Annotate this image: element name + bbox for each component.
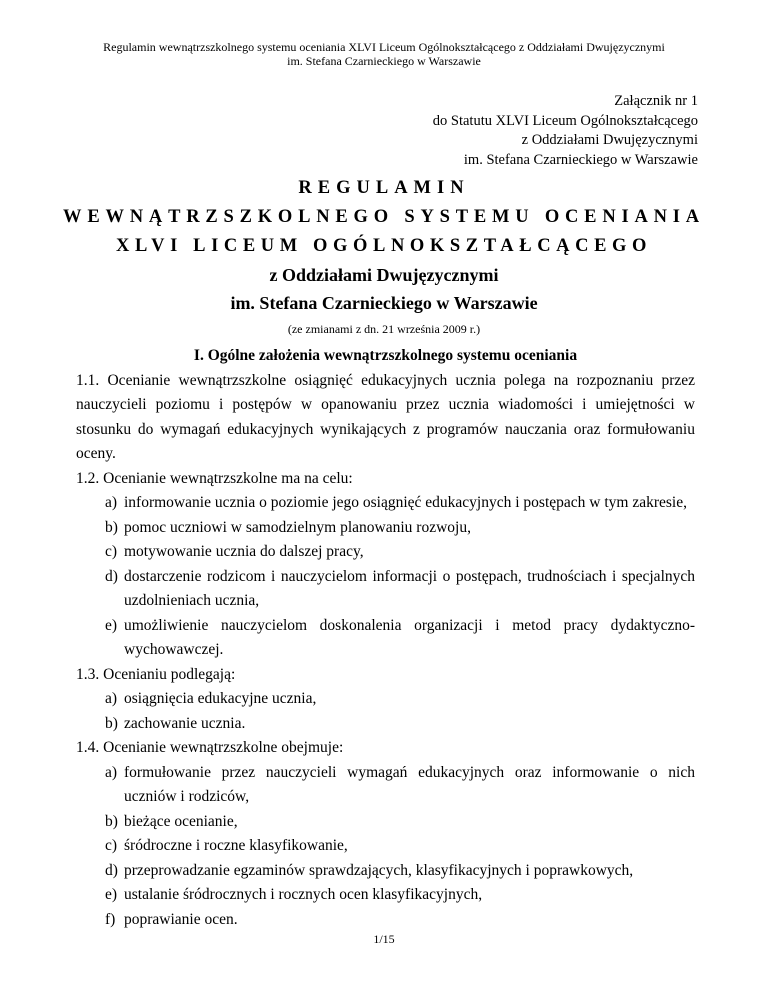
list-marker: b) bbox=[105, 518, 118, 536]
list-marker: c) bbox=[105, 837, 118, 854]
list-text: formułowanie przez nauczycieli wymagań edukacyjnych oraz informowanie o nich uczniów i rodziców, bbox=[124, 763, 695, 805]
list-text: osiągnięcia edukacyjne ucznia, bbox=[124, 690, 317, 707]
paragraph-1-3: 1.3. Ocenianiu podlegają: bbox=[76, 665, 236, 683]
title-line-3: XLVI LICEUM OGÓLNOKSZTAŁCĄCEGO bbox=[115, 236, 652, 256]
list-1-3 bbox=[76, 687, 695, 736]
amendment-note: (ze zmianami z dn. 21 września 2009 r.) bbox=[287, 322, 481, 336]
running-header-line-1: Regulamin wewnątrzszkolnego systemu oceniania XLVI Liceum Ogólnokształcącego z Oddziałami Dwujęzycznymi bbox=[103, 40, 665, 54]
list-item bbox=[76, 810, 695, 835]
list-text: informowanie ucznia o poziomie jego osiągnięć edukacyjnych i postępach w tym zakresie, bbox=[124, 494, 687, 511]
list-marker: b) bbox=[105, 714, 118, 732]
list-item bbox=[76, 761, 695, 810]
list-marker: a) bbox=[105, 690, 118, 707]
list-marker: a) bbox=[105, 763, 118, 781]
title-line-2: WEWNĄTRZSZKOLNEGO SYSTEMU OCENIANIA bbox=[63, 207, 705, 227]
paragraph-1-2: 1.2. Ocenianie wewnątrzszkolne ma na celu: bbox=[76, 469, 353, 487]
list-marker: b) bbox=[105, 812, 118, 830]
list-text: przeprowadzanie egzaminów sprawdzających, klasyfikacyjnych i poprawkowych, bbox=[124, 861, 634, 879]
list-marker: d) bbox=[105, 861, 118, 879]
list-item bbox=[76, 565, 695, 614]
title-line-4: z Oddziałami Dwujęzycznymi bbox=[269, 265, 499, 285]
list-item bbox=[76, 687, 695, 712]
list-marker: e) bbox=[105, 886, 118, 903]
section-heading: I. Ogólne założenia wewnątrzszkolnego systemu oceniania bbox=[193, 347, 578, 364]
list-item bbox=[76, 516, 695, 541]
title-line-1: REGULAMIN bbox=[298, 178, 470, 198]
title-line-5: im. Stefana Czarnieckiego w Warszawie bbox=[230, 293, 538, 313]
annex-line-2: do Statutu XLVI Liceum Ogólnokształcącego bbox=[432, 112, 698, 129]
list-item bbox=[76, 712, 695, 737]
list-item bbox=[76, 540, 695, 565]
list-item bbox=[76, 883, 695, 908]
annex-line-1: Załącznik nr 1 bbox=[614, 93, 698, 109]
list-text: bieżące ocenianie, bbox=[124, 812, 238, 830]
running-header-line-2: im. Stefana Czarnieckiego w Warszawie bbox=[287, 54, 481, 68]
annex-note bbox=[433, 92, 698, 170]
list-text: umożliwienie nauczycielom doskonalenia organizacji i metod pracy dydaktyczno-wychowawczej. bbox=[124, 616, 695, 658]
list-text: motywowanie ucznia do dalszej pracy, bbox=[124, 543, 364, 560]
document-title bbox=[40, 174, 728, 337]
annex-line-3: z Oddziałami Dwujęzycznymi bbox=[521, 132, 698, 148]
paragraph-1-4: 1.4. Ocenianie wewnątrzszkolne obejmuje: bbox=[76, 739, 344, 756]
list-marker: f) bbox=[105, 910, 116, 928]
list-marker: e) bbox=[105, 616, 118, 634]
list-text: poprawianie ocen. bbox=[124, 910, 238, 928]
section-1 bbox=[76, 344, 695, 932]
list-text: dostarczenie rodzicom i nauczycielom informacji o postępach, trudnościach i specjalnych uzdolnieniach ucznia, bbox=[124, 567, 695, 609]
list-marker: a) bbox=[105, 494, 118, 511]
list-marker: c) bbox=[105, 543, 118, 560]
list-text: zachowanie ucznia. bbox=[124, 714, 246, 732]
page-number: 1/15 bbox=[373, 932, 395, 946]
list-1-4 bbox=[76, 761, 695, 933]
list-item bbox=[76, 859, 695, 884]
list-item bbox=[76, 491, 695, 516]
list-item bbox=[76, 614, 695, 663]
list-1-2 bbox=[76, 491, 695, 663]
list-item bbox=[76, 908, 695, 933]
list-text: pomoc uczniowi w samodzielnym planowaniu rozwoju, bbox=[124, 518, 471, 536]
annex-line-4: im. Stefana Czarnieckiego w Warszawie bbox=[463, 151, 698, 168]
paragraph-1-1: 1.1. Ocenianie wewnątrzszkolne osiągnięć edukacyjnych ucznia polega na rozpoznaniu przez nauczycieli poziomu i postępów w opanowaniu przez ucznia wiadomości i umiejętności w stosunku do wymagań edukacyjnych wynikających z programów nauczania oraz formułowaniu oceny. bbox=[76, 371, 695, 462]
list-text: śródroczne i roczne klasyfikowanie, bbox=[124, 837, 348, 854]
list-item bbox=[76, 834, 695, 859]
running-header bbox=[40, 40, 728, 68]
list-marker: d) bbox=[105, 567, 118, 585]
list-text: ustalanie śródrocznych i rocznych ocen klasyfikacyjnych, bbox=[124, 886, 483, 903]
